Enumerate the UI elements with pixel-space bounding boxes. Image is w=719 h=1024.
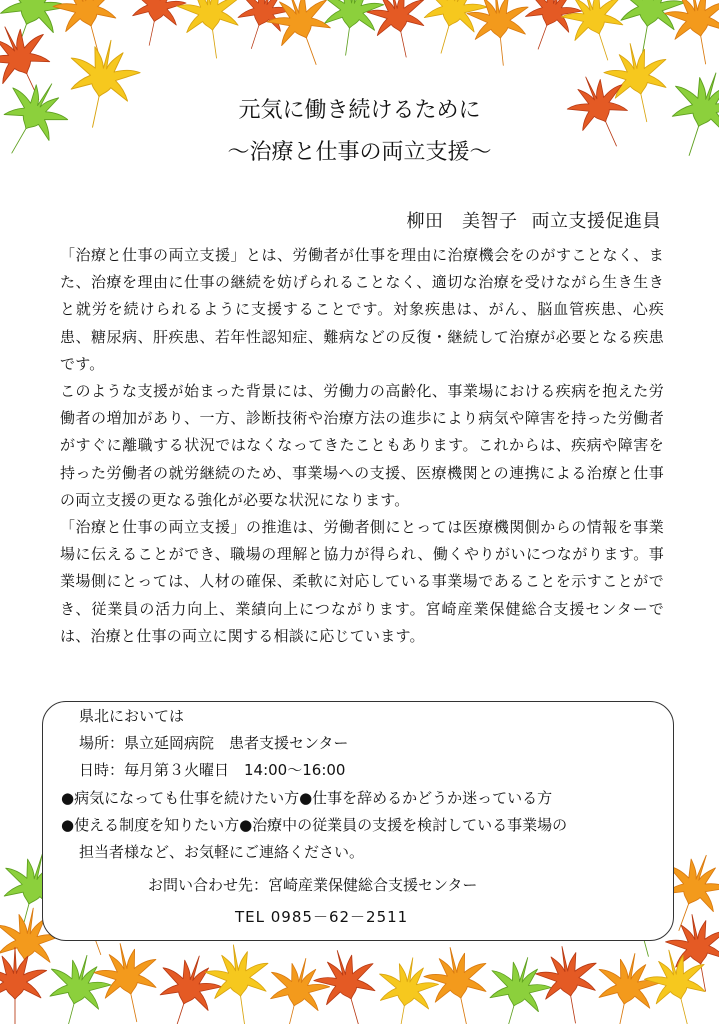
author-line (393, 207, 662, 233)
title-line-2: 〜治療と仕事の両立支援〜 (227, 140, 492, 165)
maple-leaf-icon (610, 0, 689, 61)
box-place: 場所：県立延岡病院 患者支援センター (79, 734, 349, 752)
box-contact: お問い合わせ先：宮崎産業保健総合支援センター (148, 876, 478, 894)
box-datetime: 日時：毎月第３火曜日 14:00〜16:00 (79, 761, 346, 779)
paragraph-3: 「治療と仕事の両立支援」の推進は、労働者側にとっては医療機関側からの情報を事業場に伝えることができ、職場の理解と協力が得られ、働くやりがいにつながります。事業場側にとっては、人材の確保、柔軟に対応している事業場であることを示すことができ、従業員の活力向上、業績向上につながります。宮崎産業保健総合支援センターでは、治療と仕事の両立に関する相談に応じています。 (60, 518, 664, 645)
maple-leaf-icon (532, 941, 606, 1024)
box-bullets-line-3: 担当者様など、お気軽にご連絡ください。 (79, 843, 365, 861)
box-tel: TEL 0985－62－2511 (235, 908, 409, 926)
maple-leaf-icon (0, 947, 47, 1024)
paragraph-2: このような支援が始まった背景には、労働力の高齢化、事業場における疾病を抱えた労働者の増加があり、一方、診断技術や治療方法の進歩により病気や障害を持った労働者がすぐに離職する状況ではなくなってきたこともあります。これからは、疾病や障害を持った労働者の就労継続のため、事業場への支援、医療機関との連携による治療と仕事の両立支援の更なる強化が必要な状況になります。 (60, 382, 664, 509)
maple-leaf-icon (89, 937, 168, 1024)
maple-leaf-icon (146, 947, 229, 1024)
maple-leaf-icon (315, 0, 387, 59)
maple-leaf-icon (477, 949, 558, 1024)
box-bullets-line-2: ●使える制度を知りたい方●治療中の従業員の支援を検討している事業場の (61, 816, 568, 834)
maple-leaf-icon (174, 0, 248, 62)
box-heading: 県北においては (79, 707, 185, 725)
maple-leaf-icon (202, 941, 276, 1024)
maple-leaf-icon (259, 951, 335, 1024)
maple-leaf-icon (587, 947, 666, 1024)
article-body (60, 242, 664, 650)
consultation-info-box (42, 701, 674, 941)
author-name: 柳田 美智子 (406, 211, 518, 232)
box-bullets-line-1: ●病気になっても仕事を続けたい方●仕事を辞めるかどうか迷っている方 (61, 789, 553, 807)
maple-leaf-icon (47, 0, 129, 61)
maple-leaf-icon (661, 0, 719, 69)
title-line-1: 元気に働き続けるために (238, 98, 481, 123)
maple-leaf-icon (308, 942, 389, 1024)
maple-leaf-icon (363, 0, 435, 63)
author-role: 両立支援促進員 (531, 211, 661, 232)
maple-leaf-icon (370, 953, 442, 1024)
paragraph-1: 「治療と仕事の両立支援」とは、労働者が仕事を理由に治療機会をのがすことなく、また、治療を理由に仕事の継続を妨げられることなく、適切な治療を受けながら生き生きと就労を続けられるように支援することです。対象疾患は、がん、脳血管疾患、心疾患、糖尿病、肝疾患、若年性認知症、難病などの反復・継続して治療が必要となる疾患です。 (60, 246, 664, 373)
